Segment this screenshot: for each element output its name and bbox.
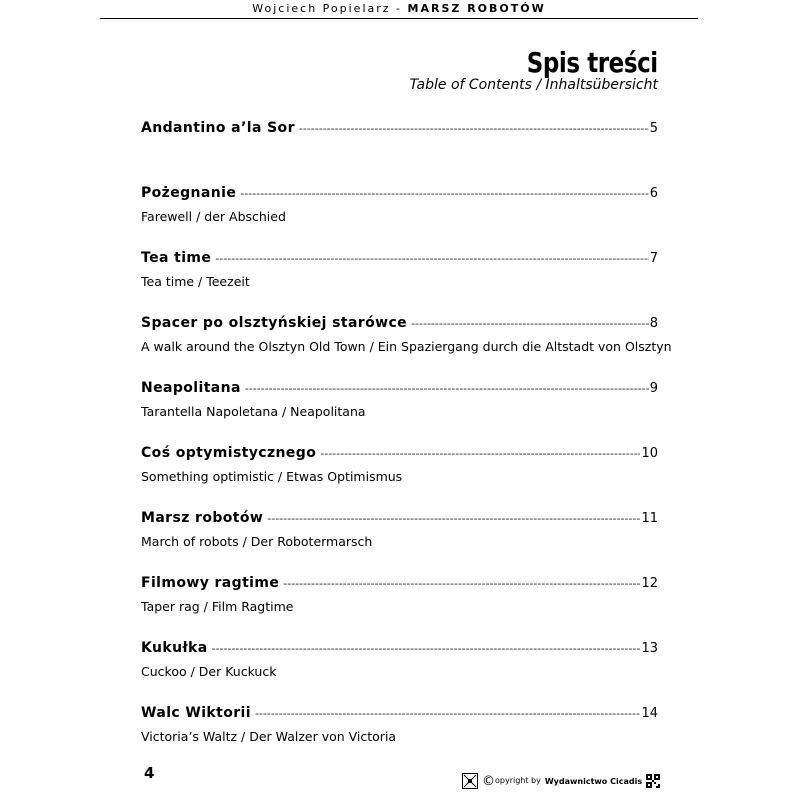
page-number: 4 [144, 764, 155, 782]
dot-leader [240, 187, 649, 200]
entry-subtitle: Tea time / Teezeit [141, 274, 250, 289]
toc-subtitle: Table of Contents / Inhaltsübersicht [409, 77, 658, 93]
toc-entry[interactable] [141, 185, 658, 224]
dot-leader [299, 122, 649, 135]
entry-subtitle: Cuckoo / Der Kuckuck [141, 664, 277, 679]
header-separator: - [396, 2, 403, 15]
dot-leader [411, 317, 649, 330]
entry-title: Spacer po olsztyńskiej starówce [141, 315, 408, 331]
entry-page-number: 8 [649, 316, 658, 331]
entry-subtitle: Something optimistic / Etwas Optimismus [141, 469, 403, 484]
qr-code-icon [646, 774, 660, 788]
dot-leader [255, 707, 641, 720]
toc-entry[interactable] [141, 705, 658, 744]
entry-title: Coś optymistycznego [141, 445, 317, 461]
toc-entry[interactable] [141, 250, 658, 289]
dot-leader [320, 447, 640, 460]
dot-leader [267, 512, 640, 525]
copyright-text [482, 774, 541, 789]
entry-title: Walc Wiktorii [141, 705, 251, 721]
entry-title: Pożegnanie [141, 185, 237, 201]
entry-subtitle: A walk around the Olsztyn Old Town / Ein Spaziergang durch die Altstadt von Olsztyn [141, 339, 672, 354]
entry-page-number: 7 [649, 251, 658, 266]
entry-title: Kukułka [141, 640, 208, 656]
copyright-label: opyright by [495, 775, 541, 785]
entry-page-number: 6 [649, 186, 658, 201]
toc-entry[interactable] [141, 315, 672, 354]
entry-subtitle: Victoria’s Waltz / Der Walzer von Victoria [141, 729, 397, 744]
toc-entry[interactable] [141, 640, 658, 679]
dot-leader [212, 642, 641, 655]
entry-page-number: 9 [649, 381, 658, 396]
header-title: MARSZ ROBOTÓW [407, 2, 546, 15]
entry-page-number: 10 [641, 446, 658, 461]
toc-entry[interactable] [141, 120, 658, 140]
dot-leader [245, 382, 649, 395]
entry-subtitle: Tarantella Napoletana / Neapolitana [141, 404, 366, 419]
entry-page-number: 14 [641, 706, 658, 721]
entry-page-number: 5 [649, 121, 658, 136]
entry-subtitle: Taper rag / Film Ragtime [141, 599, 294, 614]
copyright-symbol: © [482, 773, 495, 789]
entry-subtitle: Farewell / der Abschied [141, 209, 286, 224]
dot-leader [215, 252, 648, 265]
entry-title: Tea time [141, 250, 212, 266]
toc-entry[interactable] [141, 575, 658, 614]
entry-title: Andantino a’la Sor [141, 120, 295, 136]
entry-title: Marsz robotów [141, 510, 264, 526]
toc-entry[interactable] [141, 445, 658, 484]
entry-subtitle: March of robots / Der Robotermarsch [141, 534, 373, 549]
entry-page-number: 11 [641, 511, 658, 526]
dot-leader [283, 577, 640, 590]
entry-page-number: 13 [641, 641, 658, 656]
cicadis-logo-icon [462, 773, 478, 789]
footer [462, 772, 660, 790]
entry-page-number: 12 [641, 576, 658, 591]
publisher-name: Wydawnictwo Cicadis [544, 776, 643, 786]
entry-title: Filmowy ragtime [141, 575, 280, 591]
running-header [100, 0, 698, 19]
toc-entry[interactable] [141, 510, 658, 549]
toc-title: Spis treści [526, 46, 658, 79]
toc-entry[interactable] [141, 380, 658, 419]
header-author: Wojciech Popielarz [252, 2, 391, 15]
entry-title: Neapolitana [141, 380, 241, 396]
